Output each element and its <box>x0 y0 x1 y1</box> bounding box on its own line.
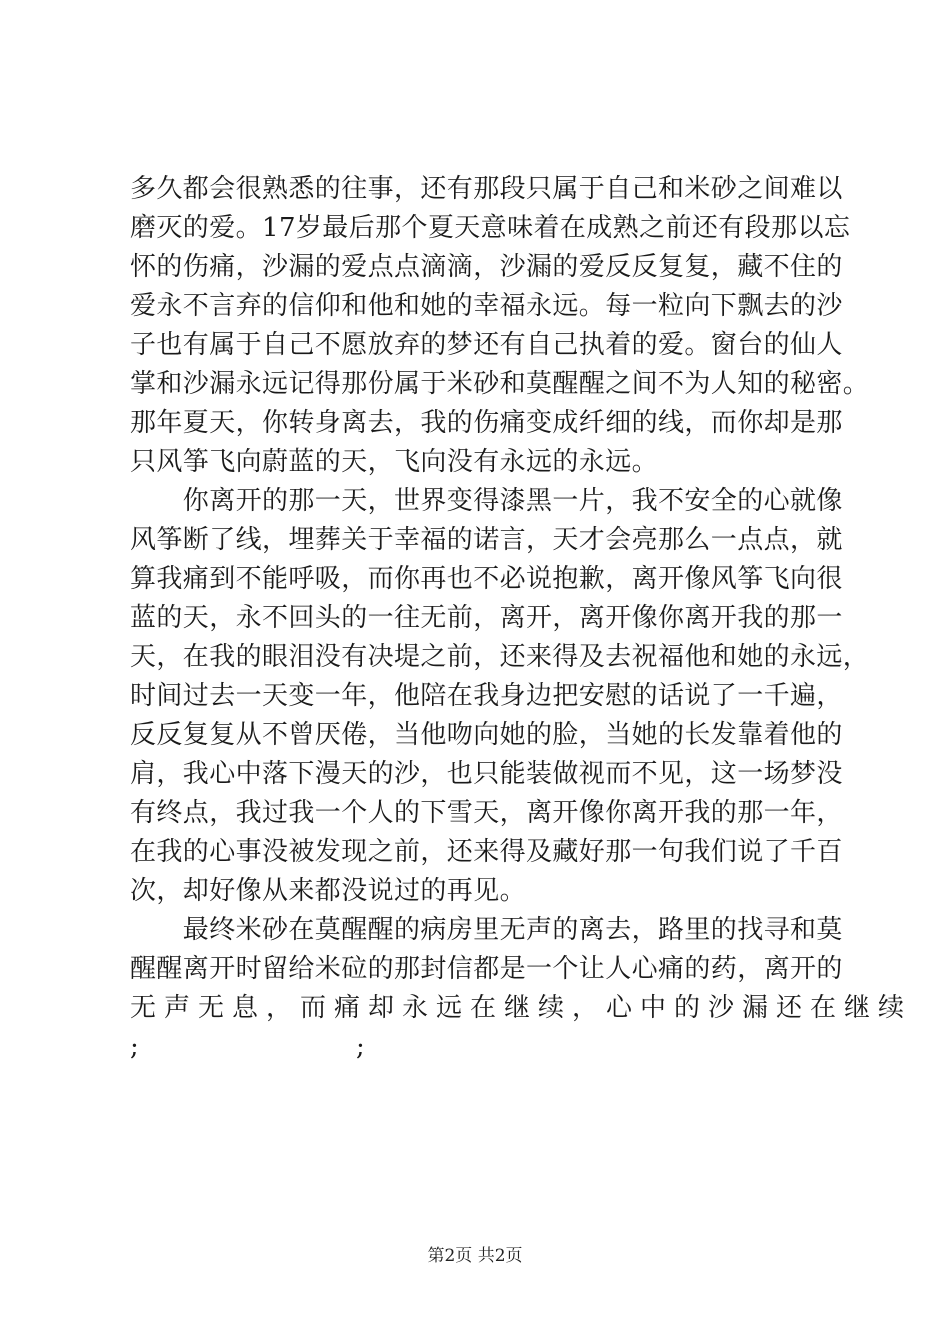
text-line: 爱永不言弃的信仰和他和她的幸福永远。每一粒向下飘去的沙 <box>130 291 843 321</box>
text-line: 无声无息，而痛却永远在继续，心中的沙漏还在继续 <box>130 993 913 1023</box>
semicolon-mark: ; <box>356 1032 365 1062</box>
text-line: 最终米砂在莫醒醒的病房里无声的离去，路里的找寻和莫 <box>130 915 843 945</box>
semicolon-mark: ; <box>130 1032 139 1062</box>
text-line: 有终点，我过我一个人的下雪天，离开像你离开我的那一年， <box>130 798 843 828</box>
text-line: 醒醒离开时留给米砬的那封信都是一个让人心痛的药，离开的 <box>130 954 843 984</box>
text-line: 只风筝飞向蔚蓝的天，飞向没有永远的永远。 <box>130 447 659 477</box>
text-line: 在我的心事没被发现之前，还来得及藏好那一句我们说了千百 <box>130 837 843 867</box>
text-line: 次，却好像从来都没说过的再见。 <box>130 876 527 906</box>
text-line: 掌和沙漏永远记得那份属于米砂和莫醒醒之间不为人知的秘密。 <box>130 369 870 399</box>
body-text <box>130 170 913 1067</box>
text-line: 天，在我的眼泪没有决堤之前，还来得及去祝福他和她的永远， <box>130 642 870 672</box>
text-line: 子也有属于自己不愿放弃的梦还有自己执着的爱。窗台的仙人 <box>130 330 843 360</box>
text-line: 怀的伤痛，沙漏的爱点点滴滴，沙漏的爱反反复复，藏不住的 <box>130 252 843 282</box>
text-line: 反反复复从不曾厌倦，当他吻向她的脸，当她的长发靠着他的 <box>130 720 843 750</box>
text-line: 算我痛到不能呼吸，而你再也不必说抱歉，离开像风筝飞向很 <box>130 564 843 594</box>
text-line: 风筝断了线，埋葬关于幸福的诺言，天才会亮那么一点点，就 <box>130 525 843 555</box>
text-line: 蓝的天，永不回头的一往无前，离开，离开像你离开我的那一 <box>130 603 843 633</box>
text-line: 那年夏天，你转身离去，我的伤痛变成纤细的线，而你却是那 <box>130 408 843 438</box>
text-line: 肩，我心中落下漫天的沙，也只能装做视而不见，这一场梦没 <box>130 759 843 789</box>
text-line: 你离开的那一天，世界变得漆黑一片，我不安全的心就像 <box>130 486 843 516</box>
page-number-footer: 第2页 共2页 <box>427 1246 523 1266</box>
text-line: 磨灭的爱。17岁最后那个夏天意味着在成熟之前还有段那以忘 <box>130 213 851 243</box>
text-line: 时间过去一天变一年，他陪在我身边把安慰的话说了一千遍， <box>130 681 843 711</box>
trailing-marks-row <box>130 1028 830 1067</box>
text-line: 多久都会很熟悉的往事，还有那段只属于自己和米砂之间难以 <box>130 174 843 204</box>
